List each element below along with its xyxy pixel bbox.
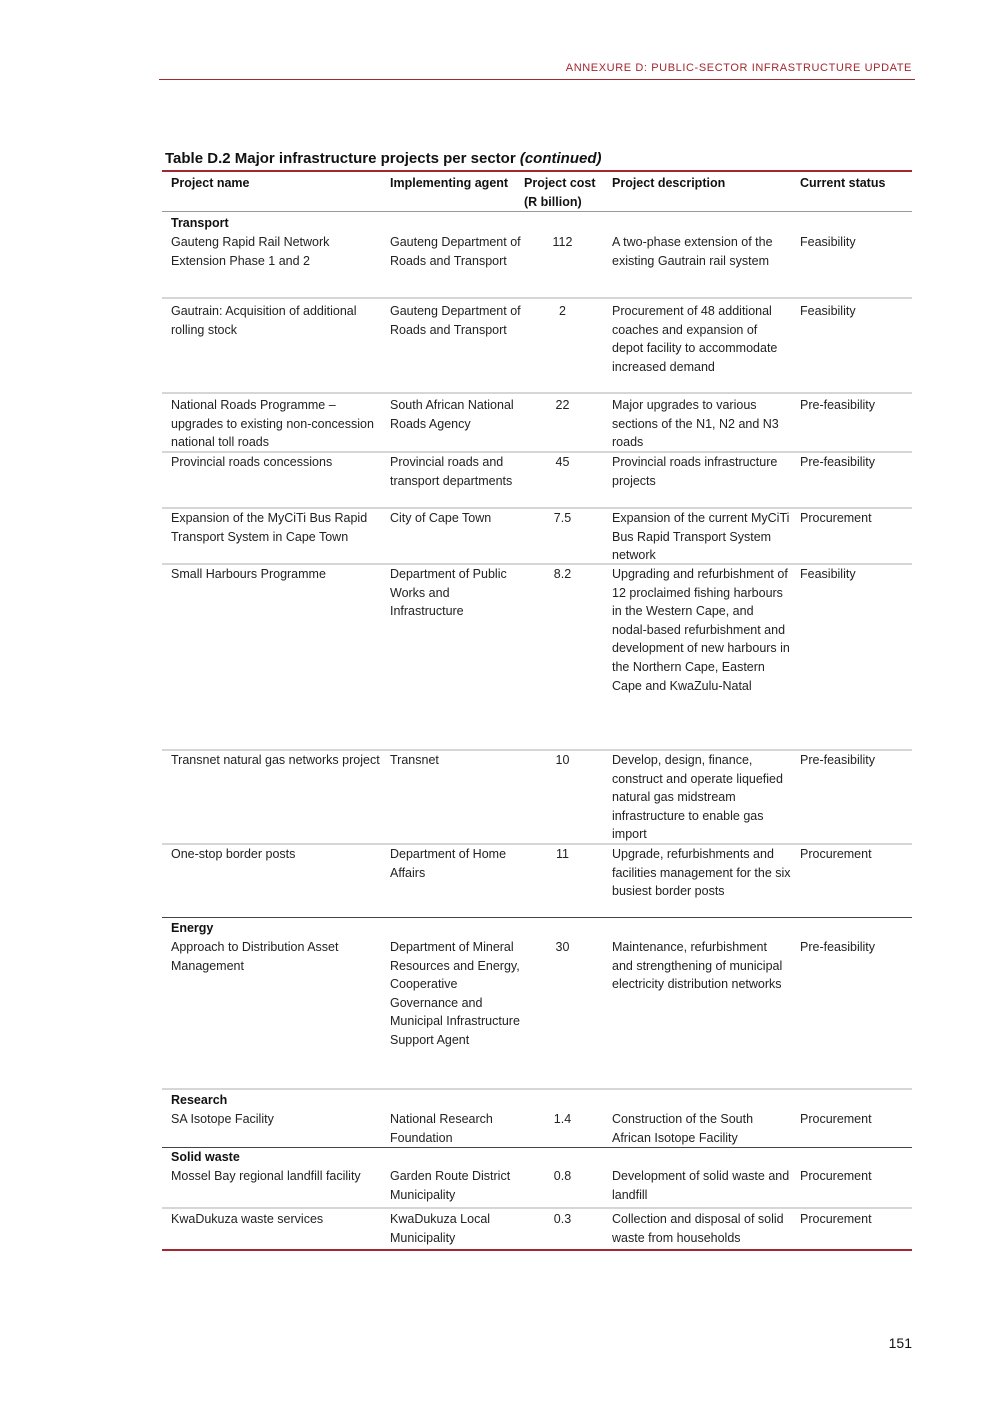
cell-project-cost: 8.2	[553, 567, 572, 581]
cell-project-name: One-stop border posts	[171, 847, 296, 861]
table-row	[162, 565, 912, 749]
table-row	[162, 1110, 912, 1147]
column-header-current-status: Current status	[800, 176, 886, 190]
cell-project-cost: 0.8	[553, 1169, 572, 1183]
section-label-research: Research	[171, 1093, 228, 1107]
cell-implementing-agent: KwaDukuza Local Municipality	[390, 1212, 491, 1245]
cell-project-cost: 11	[556, 847, 569, 861]
cell-current-status: Procurement	[800, 847, 872, 861]
table-title	[165, 150, 601, 167]
cell-implementing-agent: Department of Public Works and Infrastructure	[390, 567, 507, 619]
section-label-energy: Energy	[171, 921, 214, 935]
cell-implementing-agent: Department of Home Affairs	[390, 847, 507, 880]
table-row	[162, 1167, 912, 1207]
cell-project-description: Construction of the South African Isotope Facility	[612, 1112, 754, 1145]
cell-current-status: Pre-feasibility	[800, 455, 876, 469]
cell-project-name: Mossel Bay regional landfill facility	[171, 1169, 361, 1183]
table-title-suffix: (continued)	[519, 150, 602, 167]
table-row	[162, 1209, 912, 1249]
cell-project-cost: 0.3	[553, 1212, 572, 1226]
cell-project-description: Major upgrades to various sections of the N1, N2 and N3 roads	[612, 398, 779, 450]
cell-current-status: Pre-feasibility	[800, 753, 876, 767]
table-row	[162, 299, 912, 384]
table-title-text: Table D.2 Major infrastructure projects per sector	[165, 150, 516, 167]
table-row	[162, 845, 912, 917]
section-label-transport: Transport	[171, 216, 229, 230]
projects-table	[162, 170, 912, 1251]
cell-current-status: Procurement	[800, 1212, 872, 1226]
cell-project-description: Collection and disposal of solid waste from households	[612, 1212, 784, 1245]
cell-project-description: Expansion of the current MyCiTi Bus Rapid Transport System network	[612, 511, 790, 563]
cell-current-status: Procurement	[800, 511, 872, 525]
cell-current-status: Pre-feasibility	[800, 398, 876, 412]
cell-implementing-agent: Gauteng Department of Roads and Transport	[390, 235, 521, 268]
cell-implementing-agent: Department of Mineral Resources and Energy, Cooperative Governance and Municipal Infrastructure Support Agent	[390, 940, 520, 1047]
table-row	[162, 453, 912, 507]
running-head: ANNEXURE D: PUBLIC-SECTOR INFRASTRUCTURE UPDATE	[565, 62, 912, 74]
column-header-project-description: Project description	[612, 176, 726, 190]
cell-project-cost: 45	[555, 455, 570, 469]
cell-project-name: KwaDukuza waste services	[171, 1212, 324, 1226]
table-row	[162, 509, 912, 563]
cell-project-cost: 1.4	[553, 1112, 572, 1126]
table-row	[162, 938, 912, 1088]
cell-project-name: Expansion of the MyCiTi Bus Rapid Transport System in Cape Town	[171, 511, 368, 544]
column-header-implementing-agent: Implementing agent	[390, 176, 509, 190]
cell-project-name: Gauteng Rapid Rail Network Extension Phase 1 and 2	[171, 235, 330, 268]
cell-project-description: Maintenance, refurbishment and strengthening of municipal electricity distribution networks	[612, 940, 783, 992]
cell-project-cost: 112	[552, 235, 573, 249]
section-label-solid-waste: Solid waste	[171, 1150, 240, 1164]
cell-current-status: Procurement	[800, 1169, 872, 1183]
cell-project-description: Develop, design, finance, construct and operate liquefied natural gas midstream infrastructure to enable gas import	[612, 753, 783, 842]
cell-project-name: National Roads Programme – upgrades to existing non-concession national toll roads	[171, 398, 374, 450]
cell-project-name: Approach to Distribution Asset Management	[171, 940, 339, 973]
cell-current-status: Feasibility	[800, 567, 856, 581]
cell-project-cost: 2	[559, 304, 566, 318]
cell-current-status: Feasibility	[800, 304, 856, 318]
table-row	[162, 394, 912, 451]
table-row	[162, 233, 912, 289]
cell-project-name: SA Isotope Facility	[171, 1112, 274, 1126]
cell-project-description: Upgrade, refurbishments and facilities management for the six busiest border posts	[612, 847, 791, 899]
cell-project-cost: 7.5	[553, 511, 572, 525]
cell-project-cost: 30	[555, 940, 570, 954]
header-rule	[159, 79, 915, 80]
cell-implementing-agent: South African National Roads Agency	[390, 398, 514, 431]
cell-project-cost: 10	[555, 753, 570, 767]
section-separator	[162, 917, 912, 918]
cell-project-name: Gautrain: Acquisition of additional rolling stock	[171, 304, 357, 337]
cell-project-description: A two-phase extension of the existing Gautrain rail system	[612, 235, 773, 268]
section-separator	[162, 1088, 912, 1090]
cell-project-description: Upgrading and refurbishment of 12 proclaimed fishing harbours in the Western Cape, and nodal-based refurbishment and development of new harbours in the Northern Cape, Eastern Cape and KwaZulu-Natal	[612, 567, 790, 693]
column-header-project-name: Project name	[171, 176, 250, 190]
cell-current-status: Pre-feasibility	[800, 940, 876, 954]
cell-implementing-agent: National Research Foundation	[390, 1112, 493, 1145]
cell-project-description: Provincial roads infrastructure projects	[612, 455, 778, 488]
cell-implementing-agent: Provincial roads and transport departments	[390, 455, 513, 488]
cell-project-cost: 22	[555, 398, 570, 412]
cell-project-name: Small Harbours Programme	[171, 567, 326, 581]
table-bottom-rule	[162, 1249, 912, 1251]
cell-current-status: Procurement	[800, 1112, 872, 1126]
table-header-row	[162, 172, 912, 212]
cell-project-description: Development of solid waste and landfill	[612, 1169, 790, 1202]
cell-project-description: Procurement of 48 additional coaches and expansion of depot facility to accommodate increased demand	[612, 304, 778, 374]
table-row	[162, 751, 912, 843]
cell-current-status: Feasibility	[800, 235, 856, 249]
cell-implementing-agent: City of Cape Town	[390, 511, 492, 525]
cell-implementing-agent: Gauteng Department of Roads and Transport	[390, 304, 521, 337]
page-number: 151	[888, 1335, 912, 1351]
cell-project-name: Transnet natural gas networks project	[171, 753, 380, 767]
column-header-project-cost: Project cost (R billion)	[524, 176, 596, 209]
cell-project-name: Provincial roads concessions	[171, 455, 333, 469]
cell-implementing-agent: Garden Route District Municipality	[390, 1169, 511, 1202]
cell-implementing-agent: Transnet	[390, 753, 439, 767]
